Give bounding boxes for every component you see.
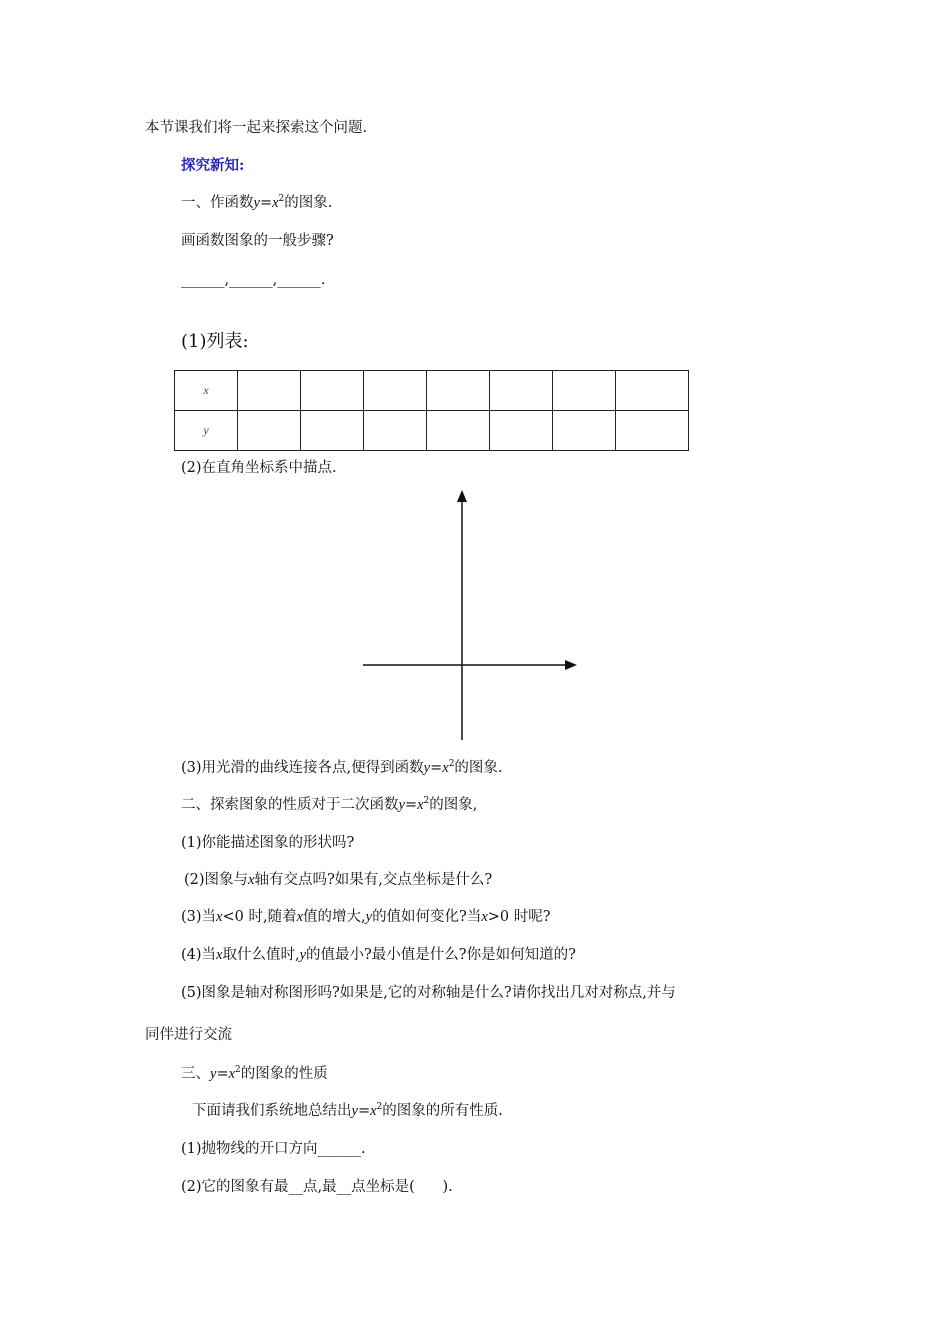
part3-prefix: 三、 [181,1066,210,1082]
func-x: x [272,195,279,211]
row-header-y: y [175,411,238,451]
coordinate-axes [355,485,585,745]
table-cell [301,411,364,451]
step1-label: (1)列表: [181,331,249,352]
q3-part: 的值如何变化?当 [372,909,482,925]
x-axis-arrow-icon [565,660,577,670]
summary-text [192,1101,503,1121]
var-y: y [299,947,307,963]
part3-suffix: 的图象的性质 [240,1066,328,1082]
q3-part: (3)当 [181,909,217,925]
step3-suffix: 的图象. [454,760,503,776]
func-exp: 2 [278,194,285,204]
func-eq: = [430,760,443,776]
q3-part: 值的增大, [303,909,366,925]
func-x: x [228,1066,236,1082]
func-x: x [442,760,449,776]
property-1: (1)抛物线的开口方向______. [181,1141,366,1157]
func-y: y [423,760,431,776]
q3-part: <0 时,随着 [222,909,297,925]
func-exp: 2 [235,1065,241,1075]
table-cell [490,371,553,411]
q4-part: (4)当 [181,947,217,963]
question-2 [184,870,492,890]
table-cell [238,411,301,451]
table-cell [364,411,427,451]
var-x: x [481,909,488,925]
property-2: (2)它的图象有最__点,最__点坐标是( ). [181,1179,453,1195]
table-cell [553,411,616,451]
table-cell [427,371,490,411]
func-x: x [370,1103,377,1119]
summary-suffix: 的图象的所有性质. [382,1103,503,1119]
func-eq: = [216,1066,229,1082]
func-eq: = [404,797,418,813]
q3-part: >0 时呢? [487,909,551,925]
steps-blanks: ______,______,______. [181,272,326,288]
steps-question: 画函数图象的一般步骤? [181,233,334,249]
var-x: x [216,909,223,925]
table-cell [427,411,490,451]
q4-part: 取什么值时, [222,947,300,963]
step2-label: (2)在直角坐标系中描点. [181,460,337,476]
table-cell [616,411,689,451]
y-axis-arrow-icon [457,490,467,502]
var-x: x [296,909,304,925]
q2-part: 轴有交点吗?如果有,交点坐标是什么? [254,872,493,888]
part2-suffix: 的图象, [429,797,478,813]
table-cell [490,411,553,451]
table-row-y [175,411,689,451]
func-x: x [417,797,424,813]
table-cell [616,371,689,411]
func-exp: 2 [376,1102,383,1112]
part1-suffix: 的图象. [284,195,333,211]
table-cell [364,371,427,411]
func-y: y [351,1103,358,1119]
q4-part: 的值最小?最小值是什么?你是如何知道的? [306,947,576,963]
var-x: x [248,872,255,888]
part2-prefix: 二、探索图象的性质对于二次函数 [181,797,399,813]
table-row-x [175,371,689,411]
intro-text: 本节课我们将一起来探索这个问题. [145,120,368,136]
question-4 [181,945,576,965]
step3-prefix: (3)用光滑的曲线连接各点,便得到函数 [181,760,424,776]
func-y: y [210,1066,217,1082]
question-1: (1)你能描述图象的形状吗? [181,835,355,851]
row-header-x: x [175,371,238,411]
part1-heading [181,193,332,213]
part3-heading [181,1064,328,1084]
table-cell [238,371,301,411]
table-cell [301,371,364,411]
var-x: x [216,947,223,963]
part1-prefix: 一、作函数 [181,195,254,211]
func-exp: 2 [423,796,430,806]
func-eq: = [259,195,273,211]
func-eq: = [357,1103,371,1119]
step3-text [181,758,503,778]
summary-prefix: 下面请我们系统地总结出 [192,1103,352,1119]
section-title: 探究新知: [181,157,245,174]
value-table [174,370,689,451]
question-5-line1: (5)图象是轴对称图形吗?如果是,它的对称轴是什么?请你找出几对对称点,并与 [181,985,676,1001]
question-5-line2: 同伴进行交流 [145,1027,232,1043]
func-exp: 2 [448,759,455,769]
table-cell [553,371,616,411]
func-y: y [398,797,405,813]
func-y: y [253,195,260,211]
var-y: y [365,909,373,925]
q2-part: (2)图象与 [184,872,249,888]
question-3 [181,907,551,927]
part2-heading [181,795,477,815]
